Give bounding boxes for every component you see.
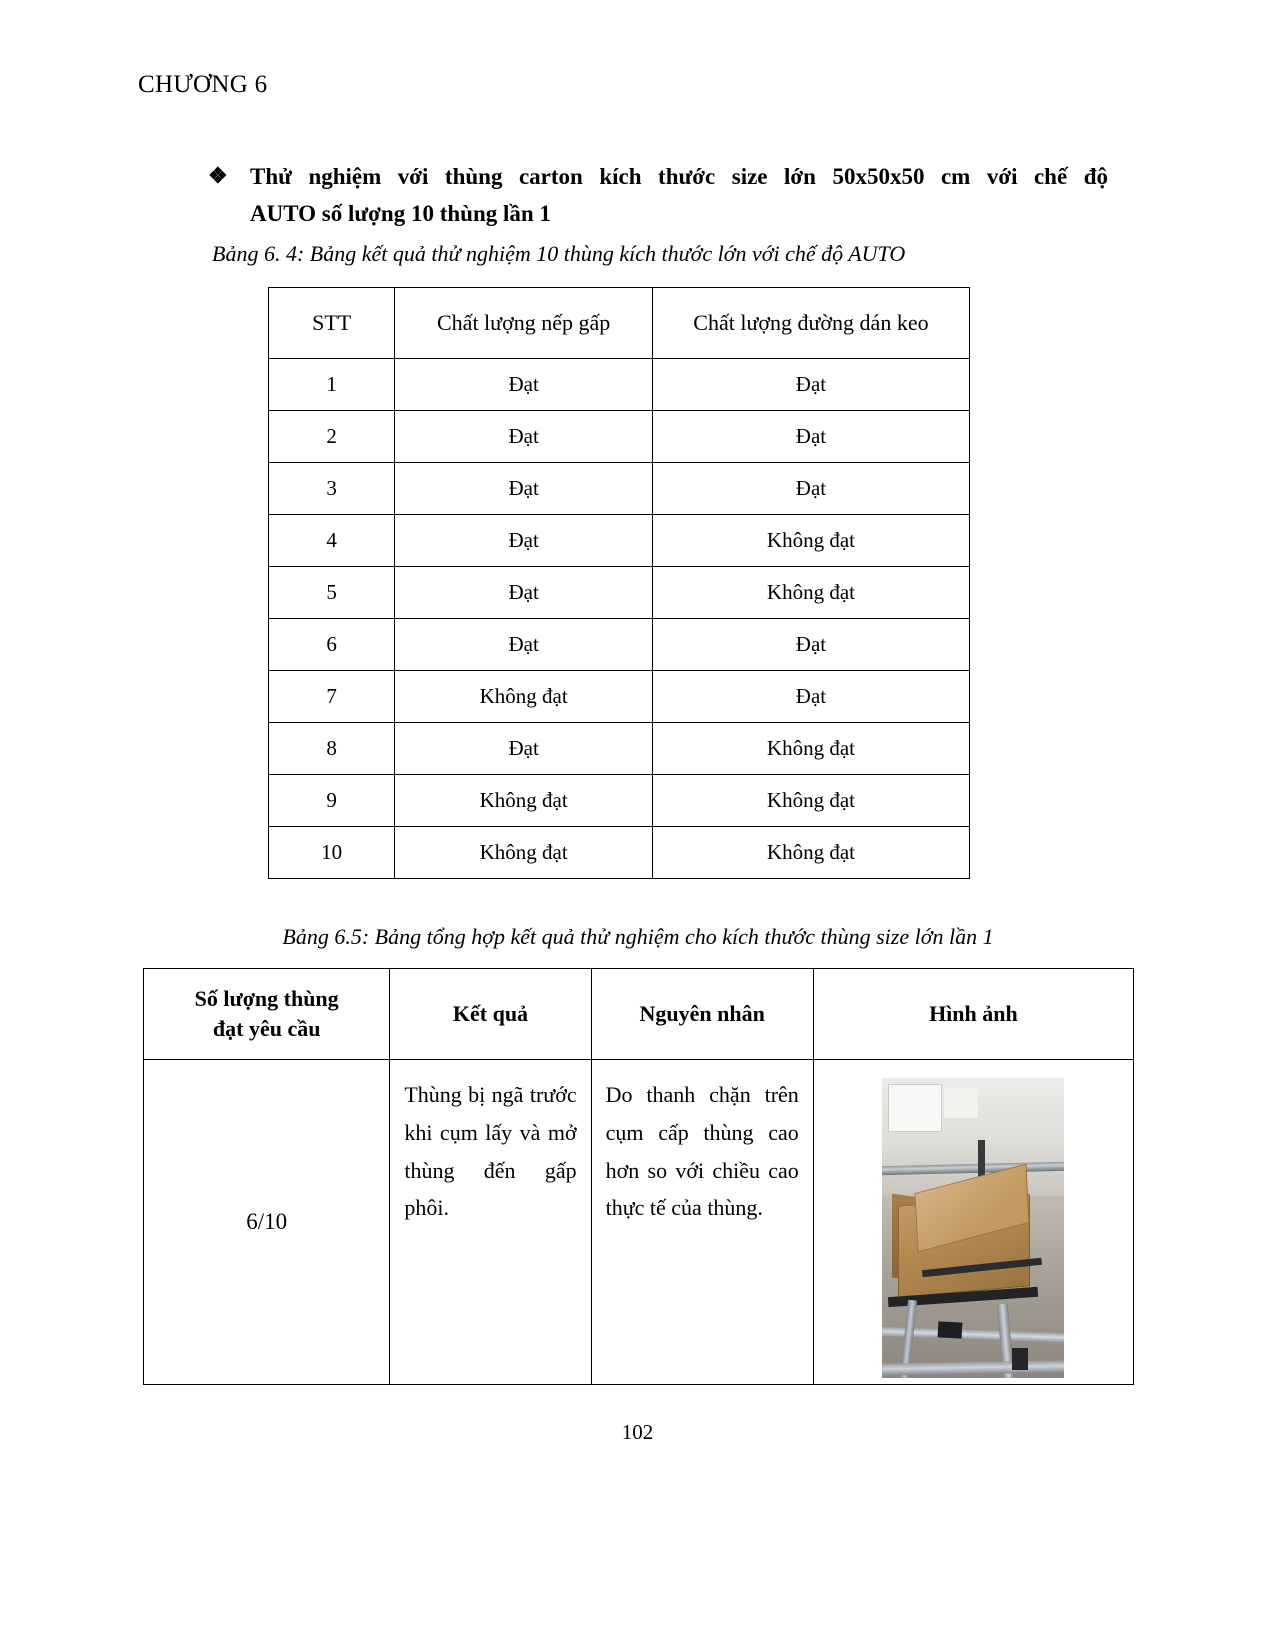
cell-glue: Đạt bbox=[652, 359, 969, 411]
table-65-header-row bbox=[144, 969, 1134, 1060]
table-row bbox=[269, 723, 970, 775]
cell-fold: Không đạt bbox=[395, 775, 653, 827]
cell-cause: Do thanh chặn trên cụm cấp thùng cao hơn so với chiều cao thực tế của thùng. bbox=[591, 1060, 813, 1385]
section-heading bbox=[208, 158, 1108, 233]
cell-stt: 7 bbox=[269, 671, 395, 723]
cell-fold: Đạt bbox=[395, 567, 653, 619]
cell-fold: Không đạt bbox=[395, 671, 653, 723]
cell-fold: Đạt bbox=[395, 359, 653, 411]
table-65-caption: Bảng 6.5: Bảng tổng hợp kết quả thử nghiệm cho kích thước thùng size lớn lần 1 bbox=[282, 924, 994, 949]
table-64 bbox=[268, 287, 970, 879]
table-64-header-stt: STT bbox=[269, 288, 395, 359]
table-65-header-count bbox=[144, 969, 390, 1060]
table-row bbox=[269, 775, 970, 827]
table-row bbox=[269, 827, 970, 879]
table-row bbox=[144, 1060, 1134, 1385]
cell-glue: Đạt bbox=[652, 671, 969, 723]
heading-line-1: Thử nghiệm với thùng carton kích thước size lớn 50x50x50 cm với chế độ bbox=[250, 164, 1108, 189]
table-row bbox=[269, 619, 970, 671]
table-row bbox=[269, 463, 970, 515]
table-65 bbox=[143, 968, 1134, 1385]
cell-glue: Không đạt bbox=[652, 775, 969, 827]
table-65-header-result: Kết quả bbox=[390, 969, 591, 1060]
cell-glue: Đạt bbox=[652, 411, 969, 463]
cell-glue: Không đạt bbox=[652, 567, 969, 619]
header-count-line-1: Số lượng thùng bbox=[194, 986, 339, 1012]
table-64-header-fold: Chất lượng nếp gấp bbox=[395, 288, 653, 359]
cell-stt: 8 bbox=[269, 723, 395, 775]
table-row bbox=[269, 359, 970, 411]
table-65-header-image: Hình ảnh bbox=[813, 969, 1133, 1060]
cell-count: 6/10 bbox=[144, 1060, 390, 1385]
cell-fold: Đạt bbox=[395, 723, 653, 775]
heading-line-2: AUTO số lượng 10 thùng lần 1 bbox=[250, 201, 551, 227]
cell-fold: Không đạt bbox=[395, 827, 653, 879]
cell-stt: 3 bbox=[269, 463, 395, 515]
table-row bbox=[269, 411, 970, 463]
cell-glue: Không đạt bbox=[652, 827, 969, 879]
header-count-line-2: đạt yêu cầu bbox=[212, 1016, 321, 1041]
cell-stt: 10 bbox=[269, 827, 395, 879]
table-64-header-row bbox=[269, 288, 970, 359]
cell-fold: Đạt bbox=[395, 619, 653, 671]
cell-stt: 5 bbox=[269, 567, 395, 619]
table-row bbox=[269, 515, 970, 567]
page-number: 102 bbox=[621, 1420, 654, 1444]
cell-glue: Đạt bbox=[652, 619, 969, 671]
cell-glue: Không đạt bbox=[652, 515, 969, 567]
cell-stt: 1 bbox=[269, 359, 395, 411]
cell-image bbox=[813, 1060, 1133, 1385]
cell-stt: 6 bbox=[269, 619, 395, 671]
cell-stt: 9 bbox=[269, 775, 395, 827]
table-row bbox=[269, 671, 970, 723]
table-64-caption: Bảng 6. 4: Bảng kết quả thử nghiệm 10 thùng kích thước lớn với chế độ AUTO bbox=[212, 241, 906, 266]
cell-fold: Đạt bbox=[395, 411, 653, 463]
diamond-bullet-icon: ❖ bbox=[208, 163, 228, 188]
cell-glue: Đạt bbox=[652, 463, 969, 515]
machine-photo bbox=[882, 1078, 1064, 1378]
table-64-header-glue: Chất lượng đường dán keo bbox=[652, 288, 969, 359]
table-row bbox=[269, 567, 970, 619]
running-head: CHƯƠNG 6 bbox=[138, 71, 268, 98]
cell-glue: Không đạt bbox=[652, 723, 969, 775]
cell-stt: 2 bbox=[269, 411, 395, 463]
cell-fold: Đạt bbox=[395, 463, 653, 515]
cell-stt: 4 bbox=[269, 515, 395, 567]
cell-result: Thùng bị ngã trước khi cụm lấy và mở thùng đến gấp phôi. bbox=[390, 1060, 591, 1385]
table-65-header-cause: Nguyên nhân bbox=[591, 969, 813, 1060]
cell-fold: Đạt bbox=[395, 515, 653, 567]
